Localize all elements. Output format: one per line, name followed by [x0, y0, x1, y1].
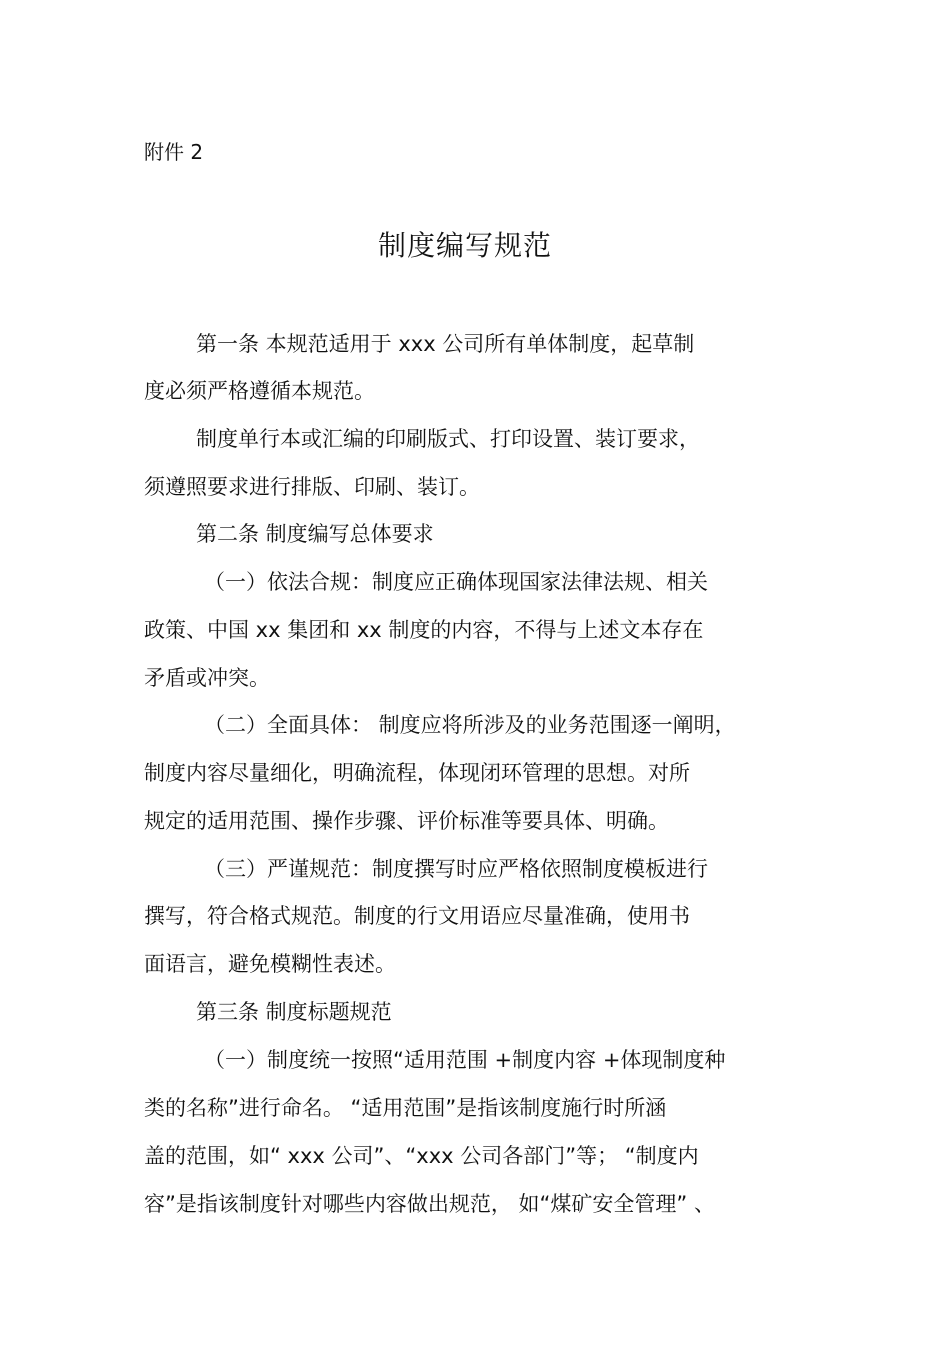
paragraph-line: 政策、中国 xx 集团和 xx 制度的内容，不得与上述文本存在: [144, 618, 704, 642]
document-title: 制度编写规范: [377, 229, 552, 262]
paragraph-line: 面语言，避免模糊性表述。: [144, 952, 396, 976]
paragraph-line: （二）全面具体： 制度应将所涉及的业务范围逐一阐明，: [204, 713, 736, 737]
article-heading: 第二条 制度编写总体要求: [196, 522, 434, 546]
paragraph-line: 制度单行本或汇编的印刷版式、打印设置、装订要求，: [196, 427, 700, 451]
paragraph-line: 须遵照要求进行排版、印刷、装订。: [144, 475, 480, 499]
paragraph-line: （一）依法合规：制度应正确体现国家法律法规、相关: [204, 570, 708, 594]
paragraph-line: 制度内容尽量细化，明确流程，体现闭环管理的思想。对所: [144, 761, 690, 785]
paragraph-line: 度必须严格遵循本规范。: [144, 379, 375, 403]
paragraph-line: 类的名称”进行命名。 “适用范围”是指该制度施行时所涵: [144, 1096, 667, 1120]
paragraph-line: 矛盾或冲突。: [144, 666, 270, 690]
article-heading: 第三条 制度标题规范: [196, 1000, 392, 1024]
paragraph-line: 盖的范围，如“ xxx 公司”、“xxx 公司各部门”等； “制度内: [144, 1144, 699, 1168]
paragraph-line: 撰写，符合格式规范。制度的行文用语应尽量准确，使用书: [144, 904, 690, 928]
paragraph-line: （一）制度统一按照“适用范围 +制度内容 +体现制度种: [204, 1048, 726, 1072]
paragraph-line: 容”是指该制度针对哪些内容做出规范， 如“煤矿安全管理” 、: [144, 1192, 715, 1216]
paragraph-line: 第一条 本规范适用于 xxx 公司所有单体制度，起草制: [196, 332, 695, 356]
attachment-label: 附件 2: [144, 140, 204, 164]
paragraph-line: 规定的适用范围、操作步骤、评价标准等要具体、明确。: [144, 809, 669, 833]
paragraph-line: （三）严谨规范：制度撰写时应严格依照制度模板进行: [204, 857, 708, 881]
